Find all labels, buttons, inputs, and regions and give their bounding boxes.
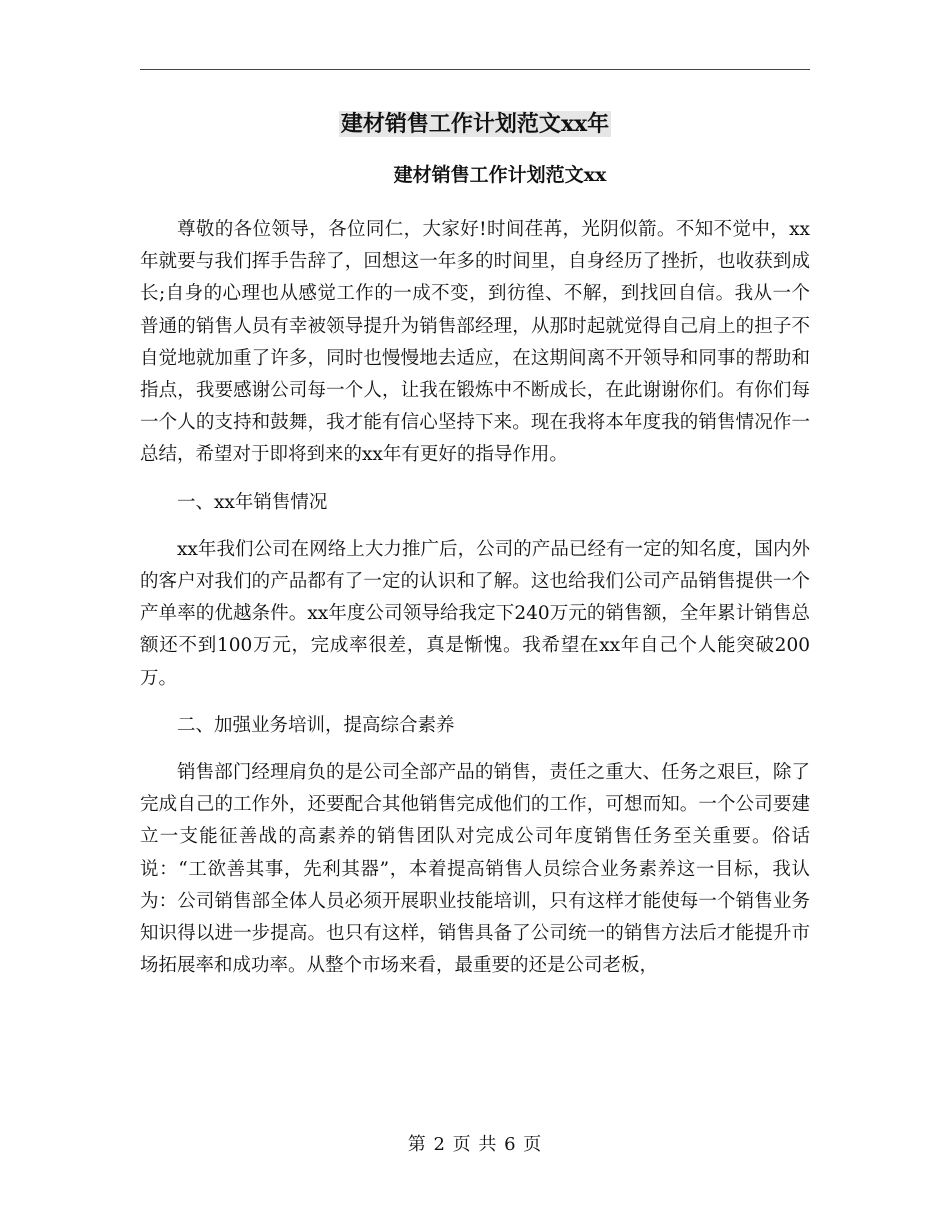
page-number-footer: 第 2 页 共 6 页 [407,1134,543,1155]
document-title-text: 建材销售工作计划范文xx年 [340,111,610,137]
section-heading-2: 二、加强业务培训，提高综合素养 [177,714,455,736]
document-body [140,214,810,982]
document-title [0,106,950,142]
section-heading-1: 一、xx年销售情况 [177,491,328,513]
paragraph-sales: xx年我们公司在网络上大力推广后，公司的产品已经有一定的知名度，国内外的客户对我们的产品都有了一定的认识和了解。这也给我们公司产品销售提供一个产单率的优越条件。xx年度公司领导给我定下240万元的销售额，全年累计销售总额还不到100万元，完成率很差，真是惭愧。我希望在xx年自己个人能突破200万。 [140,538,810,689]
paragraph-training: 销售部门经理肩负的是公司全部产品的销售，责任之重大、任务之艰巨，除了完成自己的工作外，还要配合其他销售完成他们的工作，可想而知。一个公司要建立一支能征善战的高素养的销售团队对完成公司年度销售任务至关重要。俗话说：“工欲善其事，先利其器”，本着提高销售人员综合业务素养这一目标，我认为：公司销售部全体人员必须开展职业技能培训，只有这样才能使每一个销售业务知识得以进一步提高。也只有这样，销售具备了公司统一的销售方法后才能提升市场拓展率和成功率。从整个市场来看，最重要的还是公司老板， [140,762,810,977]
paragraph-intro: 尊敬的各位领导，各位同仁，大家好!时间荏苒，光阴似箭。不知不觉中，xx年就要与我们挥手告辞了，回想这一年多的时间里，自身经历了挫折，也收获到成长;自身的心理也从感觉工作的一成不变，到彷徨、不解，到找回自信。我从一个普通的销售人员有幸被领导提升为销售部经理，从那时起就觉得自己肩上的担子不自觉地就加重了许多，同时也慢慢地去适应，在这期间离不开领导和同事的帮助和指点，我要感谢公司每一个人，让我在锻炼中不断成长，在此谢谢你们。有你们每一个人的支持和鼓舞，我才能有信心坚持下来。现在我将本年度我的销售情况作一总结，希望对于即将到来的xx年有更好的指导作用。 [140,219,810,466]
header-rule [140,69,810,70]
document-subtitle: 建材销售工作计划范文xx [393,164,607,186]
